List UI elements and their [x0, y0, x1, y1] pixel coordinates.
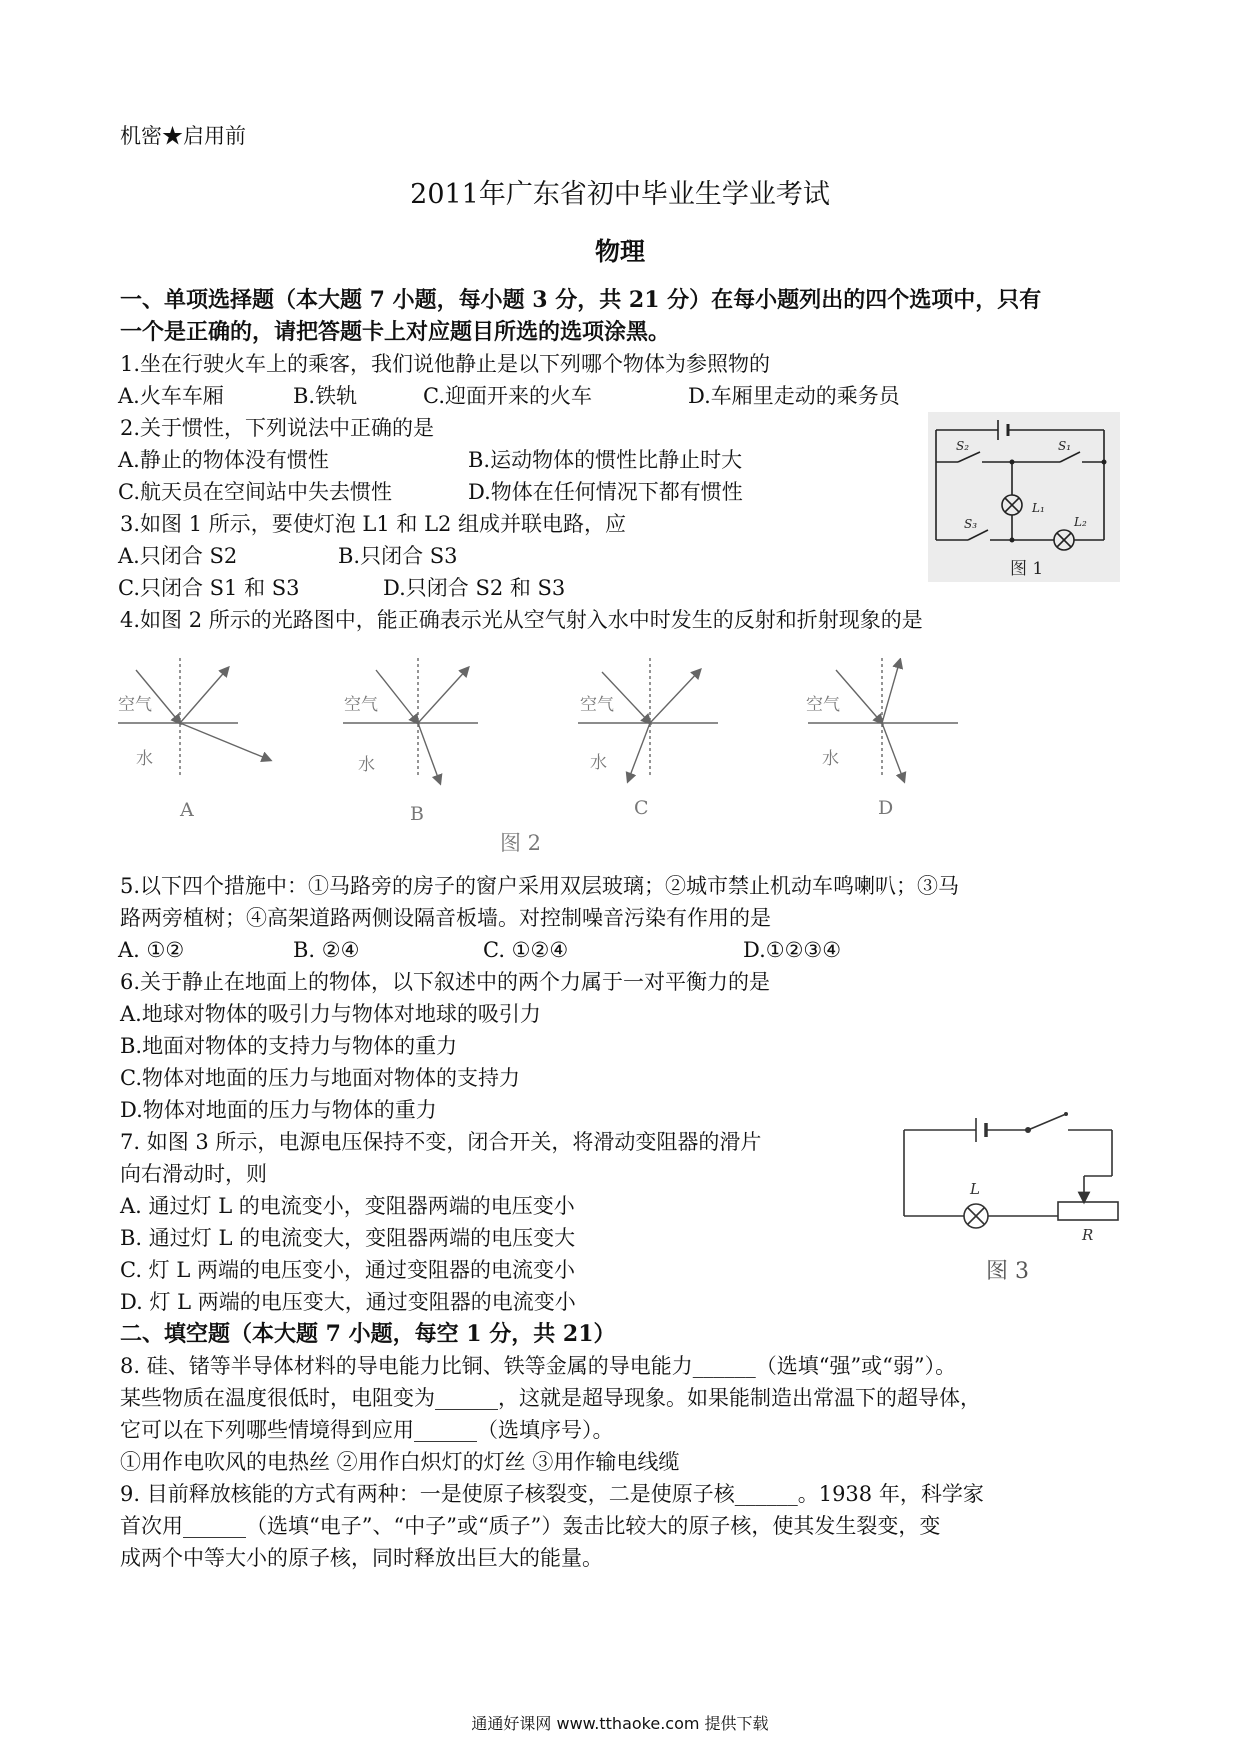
figure-3-circuit — [898, 1108, 1126, 1300]
fig2d-air-label: 空气 — [806, 695, 840, 715]
q3-stem: 3.如图 1 所示，要使灯泡 L1 和 L2 组成并联电路，应 — [120, 512, 627, 536]
fig3-label-l: L — [970, 1180, 980, 1198]
q9-line2: 首次用______（选填“电子”、“中子”或“质子”）轰击比较大的原子核，使其发生裂变，变 — [120, 1514, 941, 1538]
q5-option-d: D.①②③④ — [743, 938, 842, 962]
q2-stem: 2.关于惯性，下列说法中正确的是 — [120, 416, 435, 440]
q2-option-c: C.航天员在空间站中失去惯性 — [118, 480, 392, 504]
section1-heading-line2: 一个是正确的，请把答题卡上对应题目所选的选项涂黑。 — [120, 319, 671, 345]
fig2b-water-label: 水 — [358, 755, 375, 775]
q6-option-b: B.地面对物体的支持力与物体的重力 — [120, 1034, 458, 1058]
q7-option-d: D. 灯 L 两端的电压变大，通过变阻器的电流变小 — [120, 1290, 576, 1314]
q2-option-d: D.物体在任何情况下都有惯性 — [468, 480, 743, 504]
q2-option-a: A.静止的物体没有惯性 — [118, 448, 329, 472]
q8-line3: 它可以在下列哪些情境得到应用______（选填序号）。 — [120, 1418, 614, 1442]
fig2d-water-label: 水 — [822, 749, 839, 769]
fig2-label-c: C — [634, 797, 649, 819]
q1-option-b: B.铁轨 — [293, 384, 358, 408]
fig2b-air-label: 空气 — [344, 695, 378, 715]
fig2c-water-label: 水 — [590, 753, 607, 773]
q1-option-d: D.车厢里走动的乘务员 — [688, 384, 900, 408]
q6-stem: 6.关于静止在地面上的物体，以下叙述中的两个力属于一对平衡力的是 — [120, 970, 771, 994]
fig1-label-l2: L₂ — [1074, 515, 1087, 529]
q6-option-a: A.地球对物体的吸引力与物体对地球的吸引力 — [120, 1002, 541, 1026]
q5-option-c: C. ①②④ — [483, 938, 569, 962]
q5-option-a: A. ①② — [118, 938, 185, 962]
q1-option-a: A.火车车厢 — [118, 384, 224, 408]
fig3-caption: 图 3 — [986, 1259, 1029, 1284]
q3-option-b: B.只闭合 S3 — [338, 544, 458, 568]
fig1-label-s3: S₃ — [964, 517, 978, 531]
q5-stem-line2: 路两旁植树；④高架道路两侧设隔音板墙。对控制噪音污染有作用的是 — [120, 906, 771, 930]
section1-heading-line1: 一、单项选择题（本大题 7 小题，每小题 3 分，共 21 分）在每小题列出的四个选项中，只有 — [120, 287, 1042, 313]
figure-1-circuit — [928, 412, 1120, 582]
fig2-label-b: B — [410, 803, 424, 825]
q9-line1: 9. 目前释放核能的方式有两种：一是使原子核裂变，二是使原子核______。1938 年，科学家 — [120, 1482, 984, 1506]
fig2a-air-label: 空气 — [118, 695, 152, 715]
secret-label: 机密★启用前 — [120, 124, 246, 148]
fig1-label-s1: S₁ — [1058, 439, 1072, 453]
q5-option-b: B. ②④ — [293, 938, 360, 962]
fig2c-air-label: 空气 — [580, 695, 614, 715]
q8-line4: ①用作电吹风的电热丝 ②用作白炽灯的灯丝 ③用作输电线缆 — [120, 1450, 680, 1474]
fig3-label-r: R — [1082, 1226, 1094, 1244]
q6-option-c: C.物体对地面的压力与地面对物体的支持力 — [120, 1066, 520, 1090]
q1-option-c: C.迎面开来的火车 — [423, 384, 592, 408]
q7-option-a: A. 通过灯 L 的电流变小，变阻器两端的电压变小 — [120, 1194, 575, 1218]
q3-option-c: C.只闭合 S1 和 S3 — [118, 576, 300, 600]
fig2a-water-label: 水 — [136, 749, 153, 769]
q5-stem-line1: 5.以下四个措施中：①马路旁的房子的窗户采用双层玻璃；②城市禁止机动车鸣喇叭；③马 — [120, 874, 960, 898]
figure-2-light-paths — [118, 658, 1078, 858]
fig2-label-a: A — [180, 799, 194, 821]
q3-option-a: A.只闭合 S2 — [118, 544, 238, 568]
subject-title: 物理 — [594, 237, 645, 266]
page-footer: 通通好课网 www.tthaoke.com 提供下载 — [471, 1714, 769, 1733]
q3-option-d: D.只闭合 S2 和 S3 — [383, 576, 566, 600]
exam-title: 2011年广东省初中毕业生学业考试 — [410, 179, 830, 210]
fig2-caption: 图 2 — [500, 831, 542, 855]
fig1-caption: 图 1 — [1010, 559, 1044, 579]
q4-stem: 4.如图 2 所示的光路图中，能正确表示光从空气射入水中时发生的反射和折射现象的是 — [120, 608, 923, 632]
q6-option-d: D.物体对地面的压力与物体的重力 — [120, 1098, 437, 1122]
q8-line2: 某些物质在温度很低时，电阻变为______，这就是超导现象。如果能制造出常温下的超导体， — [120, 1386, 981, 1410]
q7-option-b: B. 通过灯 L 的电流变大，变阻器两端的电压变大 — [120, 1226, 576, 1250]
fig1-label-s2: S₂ — [956, 439, 970, 453]
q8-line1: 8. 硅、锗等半导体材料的导电能力比铜、铁等金属的导电能力______（选填“强”或“弱”）。 — [120, 1354, 957, 1378]
section2-heading: 二、填空题（本大题 7 小题，每空 1 分，共 21） — [120, 1321, 616, 1347]
q2-option-b: B.运动物体的惯性比静止时大 — [468, 448, 743, 472]
q7-stem-line2: 向右滑动时，则 — [120, 1162, 267, 1186]
q9-line3: 成两个中等大小的原子核，同时释放出巨大的能量。 — [120, 1546, 603, 1570]
fig2-label-d: D — [878, 797, 894, 819]
q7-option-c: C. 灯 L 两端的电压变小，通过变阻器的电流变小 — [120, 1258, 575, 1282]
q7-stem-line1: 7. 如图 3 所示，电源电压保持不变，闭合开关，将滑动变阻器的滑片 — [120, 1130, 762, 1154]
fig1-label-l1: L₁ — [1032, 501, 1045, 515]
q1-stem: 1.坐在行驶火车上的乘客，我们说他静止是以下列哪个物体为参照物的 — [120, 352, 771, 376]
